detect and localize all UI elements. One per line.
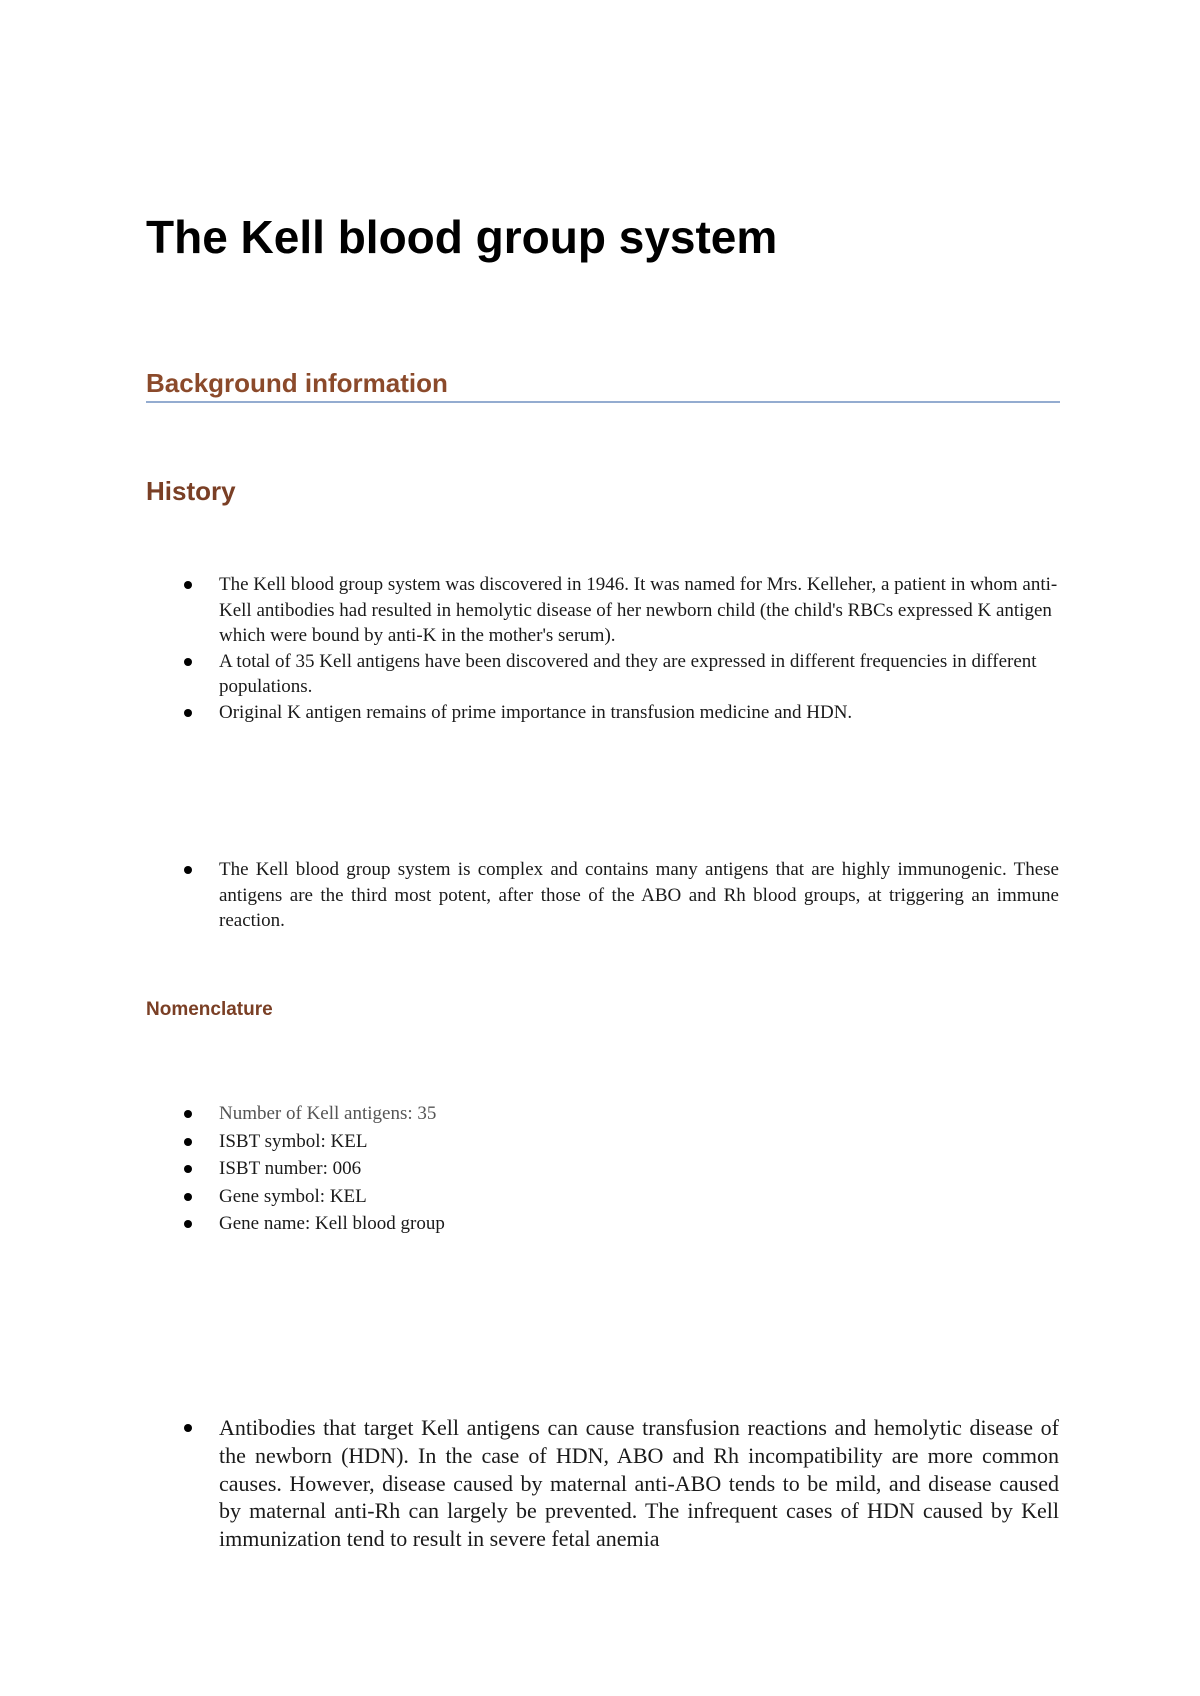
list-item [0, 572, 1059, 649]
list-item [0, 1183, 1059, 1211]
nomenclature-list [0, 1100, 1059, 1238]
background-heading: Background information [146, 368, 448, 398]
page-title: The Kell blood group system [146, 211, 778, 263]
bullet-icon [184, 1193, 192, 1201]
list-item [0, 700, 1059, 726]
bullet-icon [184, 1220, 192, 1228]
list-item [0, 1100, 1059, 1128]
history-list [0, 572, 1059, 725]
list-item-text: ISBT symbol: KEL [219, 1130, 368, 1152]
nomenclature-heading: Nomenclature [146, 999, 273, 1020]
list-item [0, 1155, 1059, 1183]
list-item [0, 1128, 1059, 1156]
list-item-text: ISBT number: 006 [219, 1158, 362, 1180]
list-item [0, 1414, 1059, 1553]
list-item-text: Number of Kell antigens: 35 [219, 1103, 437, 1124]
bullet-icon [184, 1424, 192, 1432]
antibodies-list [0, 1414, 1059, 1553]
bullet-icon [184, 1110, 192, 1118]
list-item-text: A total of 35 Kell antigens have been discovered and they are expressed in different frequencies in different populations. [219, 650, 1037, 697]
history-heading: History [146, 476, 236, 506]
list-item-text: The Kell blood group system is complex and contains many antigens that are highly immunogenic. These antigens are the third most potent, after those of the ABO and Rh blood groups, at triggering an immune reaction. [219, 859, 1059, 931]
bullet-icon [184, 866, 192, 874]
list-item-text: The Kell blood group system was discovered in 1946. It was named for Mrs. Kelleher, a patient in whom anti-Kell antibodies had resulted in hemolytic disease of her newborn child (the child's RBCs expressed K antigen which were bound by anti-K in the mother's serum). [219, 574, 1058, 646]
list-item [0, 857, 1059, 934]
heading-underline [146, 401, 1060, 403]
bullet-icon [184, 581, 192, 589]
bullet-icon [184, 658, 192, 666]
list-item-text: Gene name: Kell blood group [219, 1213, 445, 1235]
bullet-icon [184, 709, 192, 717]
list-item-text: Original K antigen remains of prime importance in transfusion medicine and HDN. [219, 701, 853, 723]
list-item-text: Antibodies that target Kell antigens can cause transfusion reactions and hemolytic disease of the newborn (HDN). In the case of HDN, ABO and Rh incompatibility are more common causes. However, disease caused by maternal anti-ABO tends to be mild, and disease caused by maternal anti-Rh can largely be prevented. The infrequent cases of HDN caused by Kell immunization tend to result in severe fetal anemia [219, 1415, 1059, 1552]
bullet-icon [184, 1165, 192, 1173]
list-item [0, 1210, 1059, 1238]
list-item-text: Gene symbol: KEL [219, 1185, 367, 1207]
bullet-icon [184, 1138, 192, 1146]
complexity-list [0, 857, 1059, 934]
list-item [0, 649, 1059, 700]
